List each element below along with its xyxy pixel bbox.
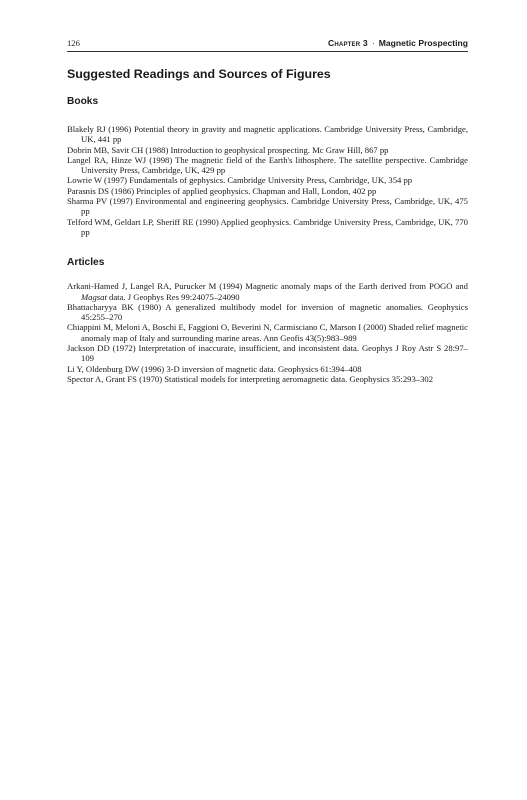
article-reference	[67, 302, 468, 323]
article-reference	[67, 364, 468, 374]
book-reference: Dobrin MB, Savit CH (1988) Introduction to geophysical prospecting. Mc Graw Hill, 867 pp	[67, 144, 389, 155]
reference-text: Bhattacharyya BK (1980) A generalized multibody model for inversion of magnetic anomalies. Geophysics 45:255–270	[67, 301, 468, 323]
reference-text: Jackson DD (1972) Interpretation of inaccurate, insufficient, and inconsistent data. Geophys J Roy Astr S 28:97–109	[67, 343, 468, 364]
book-reference: Sharma PV (1997) Environmental and engineering geophysics. Cambridge University Press, Cambridge, UK, 475 pp	[67, 196, 468, 217]
article-reference	[67, 374, 468, 384]
article-reference	[67, 281, 468, 302]
books-list	[67, 124, 468, 237]
book-reference: Telford WM, Geldart LP, Sheriff RE (1990) Applied geophysics. Cambridge University Press, Cambridge, UK, 770 pp	[67, 216, 468, 237]
chapter-title: Magnetic Prospecting	[378, 38, 468, 48]
articles-list	[67, 281, 468, 384]
page-number: 126	[67, 38, 80, 48]
running-head-separator: ·	[371, 38, 375, 48]
book-reference: Lowrie W (1997) Fundamentals of gephysics. Cambridge University Press, Cambridge, UK, 354 pp	[67, 175, 413, 186]
reference-text: Li Y, Oldenburg DW (1996) 3-D inversion of magnetic data. Geophysics 61:394–408	[67, 363, 362, 374]
article-reference	[67, 322, 468, 343]
articles-heading: Articles	[67, 257, 105, 269]
reference-text: data. J Geophys Res 99:24075–24090	[106, 291, 240, 302]
reference-text: Arkani-Hamed J, Langel RA, Purucker M (1994) Magnetic anomaly maps of the Earth derived from POGO and	[67, 281, 468, 292]
page	[67, 38, 468, 384]
running-head	[67, 38, 468, 52]
reference-text: Spector A, Grant FS (1970) Statistical models for interpreting aeromagnetic data. Geophysics 35:293–302	[67, 373, 434, 384]
running-head-chapter	[328, 38, 468, 48]
article-reference	[67, 343, 468, 364]
section-title: Suggested Readings and Sources of Figures	[67, 67, 331, 81]
book-reference: Langel RA, Hinze WJ (1998) The magnetic field of the Earth's lithosphere. The satellite perspective. Cambridge University Press, Cambridge, UK, 429 pp	[67, 154, 468, 176]
chapter-label: Chapter 3	[327, 38, 368, 48]
book-reference: Parasnis DS (1986) Principles of applied geophysics. Chapman and Hall, London, 402 pp	[67, 185, 377, 196]
reference-text: Chiappini M, Meloni A, Boschi E, Faggioni O, Beverini N, Carmisciano C, Marson I (2000) Shaded relief magnetic anomaly map of Italy and surrounding marine areas. Ann Geofis 43(5):983–989	[67, 322, 468, 343]
reference-italic-text: Magsat	[81, 291, 107, 302]
books-heading: Books	[67, 96, 99, 107]
book-reference: Blakely RJ (1996) Potential theory in gravity and magnetic applications. Cambridge University Press, Cambridge, UK, 441 pp	[67, 124, 468, 145]
